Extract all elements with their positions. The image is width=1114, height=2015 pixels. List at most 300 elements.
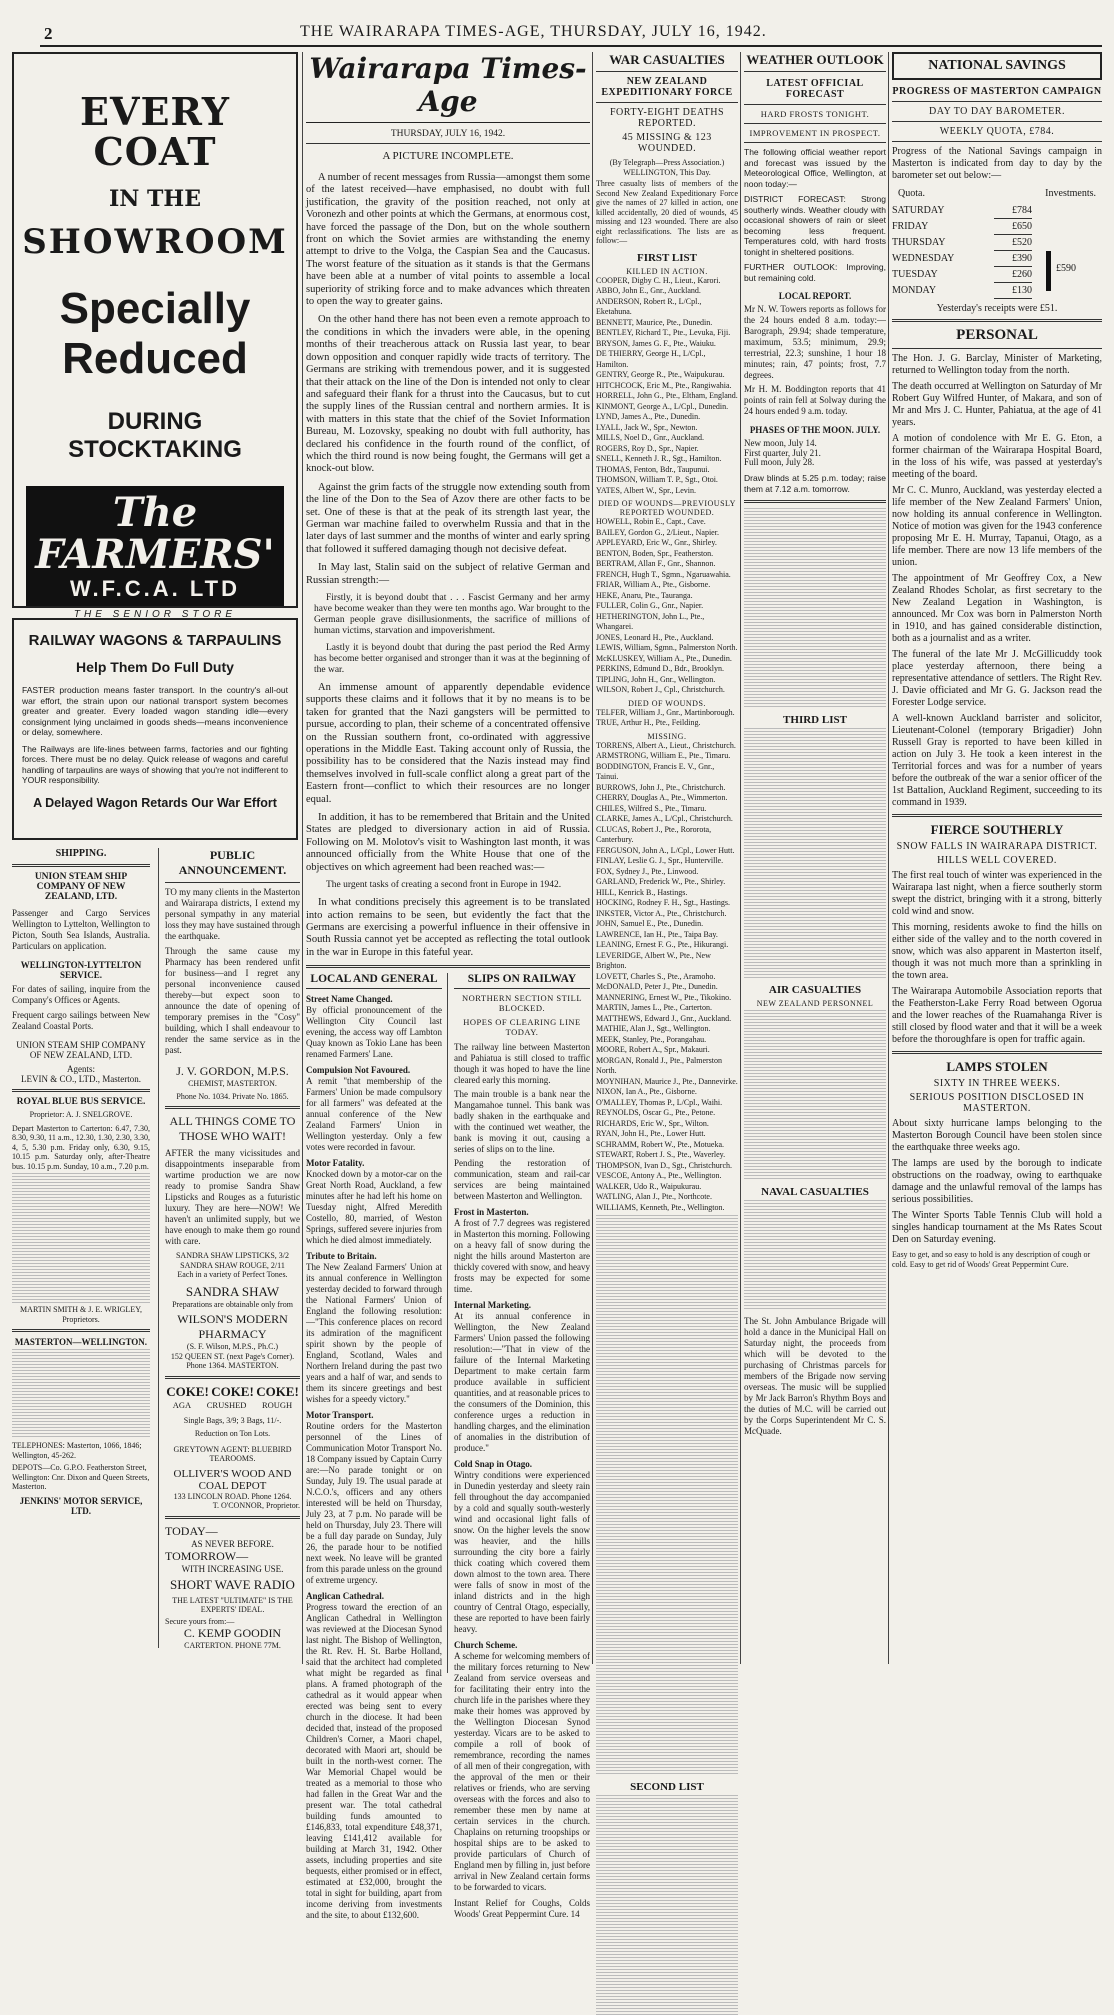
quota-heading: Quota. (898, 188, 925, 199)
olliver-proprietor: T. O'CONNOR, Proprietor. (212, 1501, 300, 1510)
casualty-name: HOCKING, Rodney F. H., Sgt., Hastings. (596, 898, 731, 907)
casualty-name: MATHIE, Alan J., Sgt., Wellington. (596, 1024, 711, 1033)
lamps-text: The lamps are used by the borough to indicate obstructions on the roadway, owing to earthquake damage and the unlawful removal of the lamps has serious possibilities. (892, 1158, 1102, 1205)
wilsons-pharmacy: WILSON'S MODERN PHARMACY (177, 1312, 288, 1341)
slips-subhead: Internal Marketing. (454, 1300, 531, 1311)
centre-columns (306, 52, 590, 1921)
casualty-name: MORGAN, Ronald J., Pte., Palmerston North. (596, 1055, 722, 1075)
local-text: A remit "that membership of the Farmers' Union be made compulsory for all farmers" was defeated at the annual conference of the New Zealand Farmers' Union in Wellington yesterday. Only a few votes were recorded in favour. (306, 1076, 442, 1153)
casualty-name: WILLIAMS, Kenneth, Pte., Wellington. (596, 1202, 725, 1212)
casualty-name: FULLER, Colin G., Gnr., Napier. (596, 601, 704, 610)
tomorrow-label: TOMORROW— (165, 1548, 249, 1563)
casualty-name: BERTRAM, Allan F., Gnr., Shannon. (596, 559, 716, 568)
casualty-name: COOPER, Digby C. H., Lieut., Karori. (596, 275, 721, 285)
wellington-title: MASTERTON—WELLINGTON. (14, 1337, 148, 1347)
war-casualties-column (596, 52, 738, 1793)
ad-coat-stocktaking: STOCKTAKING (68, 436, 242, 463)
casualty-list-block (744, 1010, 886, 1180)
solway-text: Mr H. M. Boddington reports that 41 points of rain fell at Solway during the 24 hours ended 9 a.m. today. (744, 384, 886, 416)
casualty-name: ABBO, John E., Gnr., Auckland. (596, 286, 701, 295)
quota-row (892, 219, 1032, 235)
depots: DEPOTS—Co. G.P.O. Featherston Street, Wellington: Cnr. Dixon and Queen Streets, Masterton. (12, 1463, 150, 1491)
divider (12, 864, 150, 867)
casualty-name: LYALL, Jack W., Spr., Newton. (596, 422, 698, 432)
lamps-sub: SIXTY IN THREE WEEKS. (933, 1078, 1061, 1089)
casualty-name: LEWIS, William, Sgmn., Palmerston North. (596, 643, 738, 652)
casualty-name: TRUE, Arthur H., Pte., Feilding. (596, 718, 701, 727)
editorial-quote: The urgent tasks of creating a second front in Europe in 1942. (326, 880, 562, 891)
casualty-name: SCHRAMM, Robert W., Pte., Motueka. (596, 1139, 725, 1149)
casualty-name: LAWRENCE, Ian H., Pte., Taipa Bay. (596, 929, 718, 939)
page-header (0, 0, 1114, 48)
casualty-name: BENTON, Boden, Spr., Featherston. (596, 548, 714, 558)
casualty-name: CLARKE, James A., L/Cpl., Christchurch. (596, 814, 733, 823)
draw-blinds: Draw blinds at 5.25 p.m. today; raise them at 7.12 a.m. tomorrow. (744, 472, 886, 494)
divider (892, 101, 1102, 102)
casualty-name: BAILEY, Gordon G., 2/Lieut., Napier. (596, 527, 719, 537)
casualty-name: McDONALD, Peter J., Pte., Dunedin. (596, 982, 718, 991)
casualty-name: FOX, Sydney J., Pte., Linwood. (596, 866, 699, 876)
editorial-paragraph: Against the grim facts of the struggle now extending south from the line of the Don to the Sea of Azov there are other facts to be set. One of these is that at the peak of its strength last year, the German war machine failed to overwhelm Russia and that in the later days of last summer and the months of winter and early spring that followed it suffered damaging though not decisive defeat. (306, 481, 590, 555)
shipping-column (12, 848, 150, 1516)
casualty-name: HETHERINGTON, John L., Pte., Whangarei. (596, 611, 705, 631)
war-byline: (By Telegraph—Press Association.) WELLINGTON, This Day. (609, 158, 725, 177)
slips-text: A scheme for welcoming members of the military forces returning to New Zealand from service overseas and for facilitating their entry into the church life in the parishes where they make their homes was approved by the Wellington Diocesan Synod yesterday. Vicars are to be asked to compile a roll of book of remembrance, recording the names of all men of their congregation, with the approval of the men or their relatives or friends, who are serving overseas with the forces and also to remember these men by name at certain services in the church. Chaplains on returning troopships or hospital ships are to be asked to provide particulars of Church of England men by filling in, just before arrival in New Zealand certain forms to be forwarded to vicars. (454, 1651, 590, 1893)
weather-sub: LATEST OFFICIAL FORECAST (766, 78, 864, 100)
casualty-name: MATTHEWS, Edward J., Gnr., Auckland. (596, 1013, 732, 1023)
divider (892, 348, 1102, 349)
slips-subhead: Church Scheme. (454, 1640, 518, 1651)
fierce-text: This morning, residents awoke to find the hills on either side of the valley and to the north covered in snow, which was also apparent in Masterton itself, though it was not much more than a sprinkling in the town area. (892, 922, 1102, 981)
sandra-lipsticks: SANDRA SHAW LIPSTICKS, 3/2 (175, 1251, 289, 1260)
cough-cure-ad: Instant Relief for Coughs, Colds Woods' Great Peppermint Cure. 14 (454, 1898, 590, 1920)
never-before: AS NEVER BEFORE. (191, 1538, 274, 1549)
coke-label: COKE! (166, 1383, 209, 1399)
ad-coat-showroom: SHOWROOM (22, 222, 288, 262)
public-title: PUBLIC ANNOUNCEMENT. (178, 848, 287, 877)
divider (892, 121, 1102, 122)
agent-name: LEVIN & CO., LTD., Masterton. (21, 1074, 141, 1084)
divider (306, 965, 590, 968)
column-rule (888, 52, 889, 1664)
divider (744, 500, 886, 503)
yesterday-receipts: Yesterday's receipts were £51. (936, 303, 1058, 314)
weather-sub-3: IMPROVEMENT IN PROSPECT. (749, 128, 881, 138)
coke-price: Single Bags, 3/9; 3 Bags, 11/-. (183, 1415, 282, 1425)
shipping-text: Passenger and Cargo Services Wellington to Lyttelton, Wellington to Picton, South Sea Islands, Australia. Particulars on application. (12, 908, 150, 951)
all-things-text: AFTER the many vicissitudes and disappointments inseparable from wartime production we are now ready to promise Sandra Shaw Lipsticks and Rouges as a futuristic luxury. They are here—NOW! We haven't an unlimited supply, but we have enough to make them go round with care. (165, 1148, 300, 1246)
public-column (158, 848, 300, 1648)
farmers-logo-wfca: W.F.C.A. LTD (69, 576, 241, 601)
divider (12, 1089, 150, 1092)
local-text: By official pronouncement of the Wellington City Council last evening, the access way off Lambton Quay known as Tokio Lane has been renamed Farmers' Lane. (306, 1005, 442, 1060)
easy-cough: Easy to get, and so easy to hold is any description of cough or cold. Easy to get rid of Woods' Great Peppermint Cure. (892, 1250, 1091, 1269)
slips-subhead: Cold Snap in Otago. (454, 1459, 533, 1470)
local-subhead: Street Name Changed. (306, 994, 393, 1005)
timetable-text-block (12, 1349, 150, 1439)
casualty-name: DE THIERRY, George H., L/Cpl., Hamilton. (596, 349, 706, 369)
slips-column (454, 973, 590, 1920)
casualty-name: WILSON, Robert J., Cpl., Christchurch. (596, 685, 725, 694)
casualty-name: MANNERING, Ernest W., Pte., Tikokino. (596, 992, 732, 1002)
casualty-name: STEWART, Robert J. S., Pte., Waverley. (596, 1150, 726, 1159)
editorial-paragraph: An immense amount of apparently dependable evidence supports these claims and it follows that it by no means is to be taken for granted that the Nazi gangsters will be permitted to pursue, according to plan, their scheme of a concentrated offensive on the Russian southern front, co-ordinated with aggressive operations in the Middle East. Taking account only of Russia, the possibility has to be considered that the Nazis instead may find themselves involved in full-scale conflict along a great part of the Eastern front—conflict to which their resources are no longer equal. (306, 682, 590, 805)
divider (165, 1376, 300, 1379)
casualty-name: FRIAR, William A., Pte., Gisborne. (596, 580, 711, 589)
quota-row (892, 251, 1032, 267)
local-subhead: Tribute to Britain. (306, 1251, 377, 1262)
bus-proprietor: Proprietor: A. J. SNELGROVE. (29, 1110, 133, 1119)
editorial-paragraph: On the other hand there has not been even a remote approach to the conditions in which the invaders were able, in the opening months of their treacherous attack on Russia last year, to bear down opposition and conquer rapidly wide tracts of territory. The Germans are striking with tremendous power, and it is suggested that their attack on the line of the Don is intended not only to clear and safeguard their flank for a thrust into the Caucasus, but to cut the supply lines of the Russian central and northern armies. It is with matters in this state that the chief of the Soviet Information Bureau, M. Lozovsky, speaking no doubt with full authority, has declared his confidence in the fourth round of the conflict, of which the third round is now being fought, the Germans will get a knock-out blow. (306, 314, 590, 475)
casualty-name: WALKER, Udo R., Waipukurau. (596, 1181, 702, 1191)
ad-coat-during: DURING (107, 408, 203, 435)
quota-day: MONDAY (892, 285, 937, 296)
public-text-2: Through the same cause my Pharmacy has been rendered unfit for business—and I regret any personal inconvenience caused thereby—but expect soon to announce the date of opening of temporary premises in the "Cosy" building, which I shall endeavour to render the same service as in the past. (165, 946, 300, 1055)
personal-item: The funeral of the late Mr J. McGillicuddy took place yesterday afternoon, there being a representative attendance of settlers. The Right Rev. J. Davie officiated and Mr G. G. Jackson read the Forester Lodge service. (892, 649, 1102, 708)
union-steam-title: UNION STEAM SHIP COMPANY OF NEW ZEALAND, LTD. (34, 872, 128, 902)
casualty-name: JONES, Leonard H., Pte., Auckland. (596, 632, 714, 642)
died-list (596, 517, 738, 696)
casualty-name: THOMAS, Fenton, Bdr., Taupunui. (596, 464, 710, 474)
divider (165, 882, 300, 883)
casualty-name: MOORE, Robert A., Spr., Makauri. (596, 1045, 710, 1054)
editorial-date: THURSDAY, JULY 16, 1942. (390, 129, 506, 139)
moon-title: PHASES OF THE MOON. JULY. (749, 425, 881, 435)
casualty-list-block (596, 1215, 738, 1775)
killed-list (596, 276, 738, 497)
divider (892, 319, 1102, 322)
slips-title: SLIPS ON RAILWAY (454, 973, 590, 989)
quota-day: THURSDAY (892, 237, 946, 248)
savings-sub-2: DAY TO DAY BAROMETER. (929, 106, 1065, 117)
railway-subtitle: Help Them Do Full Duty (76, 659, 234, 675)
wilsons-address: 152 QUEEN ST. (next Page's Corner). Phone 1364. MASTERTON. (170, 1351, 295, 1370)
died-of-wounds: DIED OF WOUNDS. (628, 698, 706, 708)
casualty-name: WATLING, Alan J., Pte., Northcote. (596, 1192, 712, 1201)
column-rule (740, 52, 741, 1664)
casualty-name: ROGERS, Roy D., Spr., Napier. (596, 443, 699, 453)
casualty-name: THOMPSON, Ivan D., Sgt., Christchurch. (596, 1160, 732, 1170)
gordon-phone: Phone No. 1034. Private No. 1865. (176, 1091, 289, 1101)
wilsons-sub: (S. F. Wilson, M.P.S., Ph.C.) (186, 1342, 279, 1351)
slips-text: At its annual conference in Wellington, the New Zealand Farmers' Union passed the following resolution:—"That in view of the failure of the Internal Marketing Department to make certain farm produce available in sufficient quantities, and at reasonable prices to the consumers of the Dominion, this conference urges a reduction in handling charges, and the elimination of anomalies in the distribution of produce." (454, 1311, 590, 1454)
savings-title: NATIONAL SAVINGS (928, 58, 1066, 73)
personal-item: Mr C. C. Munro, Auckland, was yesterday elected a life member of the New Zealand Farmers' Union, now holding its annual conference in Wellington. Notice of motion was given for the 1943 conference proposing Mr E. H. Murray, Tapanui, Otago, as a life member. There are now 13 life members of the union. (892, 485, 1102, 568)
editorial-paragraph: In addition, it has to be remembered that Britain and the United States are pledged to diversionary action in aid of Russia. Following on M. Molotov's visit to Washington last month, it was announced officially from the White House that one of the objectives on which agreement had been reached was:— (306, 812, 590, 873)
casualty-name: FERGUSON, John A., L/Cpl., Lower Hutt. (596, 845, 735, 855)
divider (12, 1329, 150, 1332)
shipping-title: SHIPPING. (55, 848, 107, 859)
divider (892, 141, 1102, 142)
coke-label: COKE! (256, 1383, 299, 1399)
air-sub: NEW ZEALAND PERSONNEL (756, 998, 874, 1008)
coke-types (165, 1400, 300, 1410)
quota-amount: £784 (994, 203, 1032, 219)
investments-heading: Investments. (1045, 188, 1096, 199)
casualty-name: GENTRY, George R., Pte., Waipukurau. (596, 370, 725, 379)
slips-text: The railway line between Masterton and Pahiatua is still closed to traffic though it was hoped to have the line cleared early this morning. (454, 1042, 590, 1086)
fierce-southerly-title: FIERCE SOUTHERLY (930, 822, 1064, 837)
quota-row (892, 283, 1032, 299)
quota-day: TUESDAY (892, 269, 938, 280)
local-general-column (306, 973, 448, 1921)
quota-amount: £130 (994, 283, 1032, 299)
local-report: LOCAL REPORT. (778, 291, 852, 301)
local-subhead: Motor Transport. (306, 1410, 374, 1421)
railway-slogan: A Delayed Wagon Retards Our War Effort (33, 795, 277, 810)
slips-subhead: Frost in Masterton. (454, 1207, 529, 1218)
shipping-text-2: For dates of sailing, inquire from the Company's Offices or Agents. (12, 984, 150, 1005)
slips-text: The main trouble is a bank near the Mangamahoe tunnel. This bank was badly shaken in the earthquake and with the continued wet weather, the bank is moving it out, causing a series of slips on to the line. (454, 1089, 590, 1155)
divider (892, 1051, 1102, 1054)
casualty-name: LEANING, Ernest F. G., Pte., Hikurangi. (596, 940, 729, 949)
personal-title: PERSONAL (956, 327, 1038, 343)
casualty-name: HORRELL, John G., Pte., Eltham, England. (596, 391, 738, 400)
agents-label: Agents: (67, 1064, 95, 1074)
casualty-name: RYAN, John H., Pte., Lower Hutt. (596, 1129, 706, 1138)
coke-row (165, 1384, 300, 1400)
ad-coat-specially: Specially (59, 284, 251, 333)
casualty-name: MARTIN, James L., Pte., Carterton. (596, 1003, 712, 1012)
casualty-name: BENNETT, Maurice, Pte., Dunedin. (596, 317, 713, 327)
jenkins: JENKINS' MOTOR SERVICE, LTD. (19, 1495, 143, 1516)
quota-day: WEDNESDAY (892, 253, 955, 264)
telephones: TELEPHONES: Masterton, 1066, 1846; Wellington, 45-262. (12, 1441, 142, 1460)
secure-label: Secure yours from:— (165, 1616, 235, 1626)
missing-label: MISSING. (647, 731, 687, 741)
quota-day: FRIDAY (892, 221, 929, 232)
casualty-name: BODDINGTON, Francis E. V., Gnr., Tainui. (596, 761, 715, 781)
fierce-sub-2: HILLS WELL COVERED. (937, 855, 1057, 866)
ad-coat-in-the: IN THE (109, 186, 201, 212)
casualty-list-block (744, 728, 886, 978)
casualty-name: KINMONT, George A., L/Cpl., Dunedin. (596, 401, 729, 411)
district-forecast: DISTRICT FORECAST: Strong southerly winds. Weather cloudy with occasional showers of rain or sleet becoming less frequent. Temperatures cold, with hard frosts tonight in sheltered positions. (744, 194, 886, 257)
editorial-paragraph: In what conditions precisely this agreement is to be translated into action remains to be seen, but evidently the fact that the Germans are exercising a powerful influence in their offensive in South Russia cannot yet be accepted as reflecting the total outlook in the war in Europe in this fateful year. (306, 897, 590, 958)
coke-type: ROUGH (261, 1399, 293, 1410)
union-steam-2: UNION STEAM SHIP COMPANY OF NEW ZEALAND, LTD. (16, 1040, 146, 1060)
second-list: SECOND LIST (630, 1781, 704, 1793)
war-casualties-title: WAR CASUALTIES (596, 52, 738, 72)
table-tennis: The Winter Sports Table Tennis Club will hold a singles handicap tournament at the Ms Rates Scout Den on Saturday evening. (892, 1210, 1102, 1245)
casualty-name: REYNOLDS, Oscar G., Pte., Petone. (596, 1108, 716, 1117)
casualty-name: CHILES, Wilfred S., Pte., Timaru. (596, 803, 707, 813)
sandra-tones: Each in a variety of Perfect Tones. (177, 1270, 288, 1279)
local-and-slips (306, 973, 590, 1921)
weather-sub-2: HARD FROSTS TONIGHT. (760, 109, 870, 119)
casualty-name: APPLEYARD, Eric W., Gnr., Shirley. (596, 538, 717, 547)
casualty-name: ARMSTRONG, William E., Pte., Timaru. (596, 751, 731, 760)
local-general-title: LOCAL AND GENERAL (306, 973, 442, 989)
barometer-quota (892, 203, 1032, 299)
first-list: FIRST LIST (636, 251, 698, 264)
editorial-headline: A PICTURE INCOMPLETE. (382, 150, 514, 162)
quota-amount: £260 (994, 267, 1032, 283)
gordon-name: J. V. GORDON, M.P.S. (176, 1064, 289, 1078)
railway-body-2: The Railways are life-lines between farms, factories and our fighting forces. There must be no delay. Quick release of wagons and careful handling of tarpaulins are ways of showing that you're not indifferent to YOUR responsibility. (22, 743, 288, 785)
casualty-name: FINLAY, Leslie G. J., Spr., Hunterville. (596, 856, 724, 865)
fierce-text: The Wairarapa Automobile Association reports that the Featherston-Lake Ferry Road between Ogorua and the lower reaches of the Ruamahanga River is still closed by flood water and that it will be a week before the thoroughfare is open for traffic again. (892, 986, 1102, 1045)
savings-text: Progress of the National Savings campaign in Masterton is indicated from day to day by the barometer set out below:— (892, 146, 1102, 181)
quota-row (892, 267, 1032, 283)
died-of-wounds-prev: DIED OF WOUNDS—PREVIOUSLY REPORTED WOUNDED. (598, 499, 736, 517)
quota-amount: £390 (994, 251, 1032, 267)
kemp-goodin: C. KEMP GOODIN (183, 1626, 282, 1640)
casualty-name: CHERRY, Douglas A., Pte., Wimmerton. (596, 793, 728, 802)
casualty-name: LYND, James A., Pte., Dunedin. (596, 412, 701, 421)
investment-value: £590 (1056, 263, 1076, 274)
new-moon: New moon, July 14. (744, 438, 817, 448)
personal-item: A motion of condolence with Mr E. G. Eton, a former chairman of the Wairarapa Hospital Board, in the loss of his wife, was passed at yesterday's meeting of the board. (892, 433, 1102, 480)
farmers-logo (26, 486, 284, 606)
ad-railway (12, 618, 298, 840)
ad-coat-headline: EVERY COAT (80, 89, 230, 174)
personal-item: The death occurred at Wellington on Saturday of Mr Robert Guy Wilfred Hunter, of Makara, and son of Mr and Mrs J. C. Hunter, Pahiatua, at the age of 41 years. (892, 381, 1102, 428)
casualty-name: BENTLEY, Richard T., Pte., Levuka, Fiji. (596, 328, 731, 337)
editorial-quote: Lastly it is beyond doubt that during the past period the Red Army has become better organised and stronger than it was at the beginning of the war. (314, 643, 590, 675)
casualty-name: GARLAND, Frederick W., Pte., Shirley. (596, 877, 726, 886)
local-report-text: Mr N. W. Towers reports as follows for the 24 hours ended 8 a.m. today:—Barograph, 29.94; shade temperature, maximum, 53.5; minimum, 29.9; terrestrial, 22.3; sunshine, 1 hour 18 minutes; rain, 47 points; frost, 7.7 degrees. (744, 304, 886, 380)
railway-title: RAILWAY WAGONS & TARPAULINS (28, 632, 282, 649)
goodin-address: CARTERTON. PHONE 77M. (184, 1641, 281, 1650)
personal-item: A well-known Auckland barrister and solicitor, Lieutenant-Colonel (temporary Brigadier) John Russell Gray is reported to have been killed in action on July 3. He took a keen interest in the Territorial forces and was for a number of years before the outbreak of the war a senior officer of the 1st Battalion, Auckland Regiment, succeeding to its command in 1939. (892, 713, 1102, 808)
sandra-obtainable: Preparations are obtainable only from (172, 1299, 293, 1309)
missing-list (596, 741, 738, 1214)
casualty-name: HOWELL, Robin E., Capt., Cave. (596, 517, 706, 526)
casualty-name: HITCHCOCK, Eric M., Pte., Rangiwahia. (596, 380, 732, 390)
page-number: 2 (44, 24, 53, 43)
quota-amount: £650 (994, 219, 1032, 235)
public-text: TO my many clients in the Masterton and Wairarapa districts, I extend my personal sympathy in any material loss they may have sustained through the earthquake. (165, 887, 300, 941)
slips-subhead-2: HOPES OF CLEARING LINE TODAY. (463, 1017, 581, 1038)
casualty-name: TORRENS, Albert A., Lieut., Christchurch. (596, 740, 736, 750)
local-text: Knocked down by a motor-car on the Great North Road, Auckland, a few minutes after he had left his home on Tuesday night, Alfred Meredith Costello, 80, married, of Weston Springs, suffered severe injuries from which he died almost immediately. (306, 1169, 442, 1246)
war-sub: NEW ZEALAND EXPEDITIONARY FORCE (601, 76, 733, 98)
divider (744, 142, 886, 143)
casualty-name: INKSTER, Victor A., Pte., Christchurch. (596, 908, 727, 918)
war-sub-2: FORTY-EIGHT DEATHS REPORTED. (609, 107, 725, 129)
farmers-logo-name: The FARMERS' (35, 489, 275, 578)
railway-body: FASTER production means faster transport. In the country's all-out war effort, the strain upon our national transport system becomes greater and greater. Every loaded wagon standing idle—every consignment lying unclaimed in goods sheds—means inconvenience or delay, somewhere. (22, 685, 288, 737)
ad-coat-reduced: Reduced (62, 334, 248, 383)
air-casualties: AIR CASUALTIES (768, 983, 862, 996)
divider (306, 143, 590, 144)
bus-martin: MARTIN SMITH & J. E. WRIGLEY, Proprietors. (20, 1305, 142, 1324)
casualty-name: JOHN, Samuel E., Pte., Dunedin. (596, 919, 704, 928)
lamps-text: About sixty hurricane lamps belonging to the Masterton Borough Council have been stolen since the earthquake three weeks ago. (892, 1118, 1102, 1153)
casualty-name: TELFER, William J., Gnr., Martinborough. (596, 707, 735, 717)
sandra-rouge: SANDRA SHAW ROUGE, 2/11 (180, 1260, 285, 1270)
sandra-shaw: SANDRA SHAW (185, 1283, 280, 1299)
casualty-name: MOYNIHAN, Maurice J., Pte., Dannevirke. (596, 1076, 738, 1086)
coke-type: CRUSHED (206, 1399, 247, 1410)
died-list-2 (596, 708, 738, 729)
editorial-quote: Firstly, it is beyond doubt that . . . Fascist Germany and her army have become weaker than they were ten months ago. War brought to the German people grave disillusionments, the sacrifice of millions of human victims, starvation and impoverishment. (314, 593, 590, 636)
casualty-name: TIPLING, John H., Gnr., Wellington. (596, 674, 716, 684)
ambulance-dance: The St. John Ambulance Brigade will hold a dance in the Municipal Hall on Saturday night, the proceeds from which will be devoted to the purchasing of Christmas parcels for members of the Brigade now serving overseas. The music will be supplied by Mr Jack Barron's Rhythm Boys and the duties of M.C. will be carried out by the Corps Superintendent Mr C. S. McQuade. (744, 1315, 886, 1436)
casualty-name: ANDERSON, Robert R., L/Cpl., Eketahuna. (596, 296, 702, 316)
ad-coat (12, 52, 298, 620)
casualty-name: MEEK, Stanley, Pte., Porangahau. (596, 1034, 707, 1044)
increasing-use: WITH INCREASING USE. (181, 1563, 284, 1574)
editorial-paragraph: A number of recent messages from Russia—amongst them some of the latest received—have emphasised, no doubt with full justification, the gravity of the position reached, not only at Voronezh and other points at which the Germans, at enormous cost, have forced the passage of the Don, but on the whole southern front on which the Soviet armies are withstanding the enemy attempt to drive to the Volga, the Caspian Sea and the Caucasus. The worst feature of the situation as it stands is that the Germans have been able at a number of vital points to assemble a local superiority of striking force and to make advances which threaten to open the way to greater gains. (306, 172, 590, 308)
slips-text: Wintry conditions were experienced in Dunedin yesterday and sleety rain fell throughout the day accompanied by a cold and squally south-westerly wind and occasional light falls of snow. On the higher levels the snow was heavier, and the hills surrounding the city bore a fairly thick coating which covered them down almost to the town area. There were falls of snow in most of the inland districts and in the high country of Central Otago, especially, these are reported to have been fairly heavy. (454, 1470, 590, 1635)
divider (892, 814, 1102, 817)
quota-row (892, 203, 1032, 219)
divider (165, 1516, 300, 1519)
local-text: Progress toward the erection of an Anglican Cathedral in Wellington was reviewed at the Diocesan Synod last night. The Bishop of Wellington, the Rt. Rev. H. St. Barbe Holland, said that the architect had completed what might be regarded as final plans. A framed photograph of the cathedral as it would appear when erected was being sent to every church in the diocese. It had been decided that, instead of the proposed Children's Corner, a Maori chapel, decorated with Maori art, should be built in the north-west corner. The War Memorial Chapel would be treated as a memorial to those who had fallen in the Great War and the present war. The total cathedral building funds amounted to £146,833, total expenditure £48,371, leaving £141,412 available for building at March 31, 1942. Other assets, including properties and site bequests, either promised or in effect, estimated at £32,000, brought the total in sight for building, apart from income deriving from investments and the site, to about £132,600. (306, 1602, 442, 1921)
slips-subhead: NORTHERN SECTION STILL BLOCKED. (461, 993, 583, 1014)
barometer (892, 203, 1102, 299)
casualty-name: LOVETT, Charles S., Pte., Aramoho. (596, 971, 716, 981)
casualty-name: NIXON, Ian A., Pte., Gisborne. (596, 1087, 697, 1096)
newspaper-nameplate: Wairarapa Times-Age (306, 52, 590, 123)
casualty-name: RICHARDS, Eric W., Spr., Wilton. (596, 1118, 709, 1128)
lamps-sub-2: SERIOUS POSITION DISCLOSED IN MASTERTON. (909, 1092, 1085, 1114)
casualty-name: YATES, Albert W., Spr., Levin. (596, 485, 697, 495)
weather-title: WEATHER OUTLOOK (744, 52, 886, 72)
personal-item: The appointment of Mr Geoffrey Cox, a New Zealand Rhodes Scholar, as first secretary to the New Zealand Legation in Washington, is announced. Mr Cox was born in Palmerston North in 1910, and has gained considerable distinction, both as a journalist and as a writer. (892, 573, 1102, 644)
local-text: Routine orders for the Masterton personnel of the Lines of Communication Motor Transport No. 18 Company issued by Captain Curry are:—No parade tonight or on Sunday, July 19. The usual parade at N.C.O.'s, officers and any others interested will be held on Thursday, July 23, at 7 p.m. No parade will be held on Thursday, July 23. There will be a full day parade on Sunday, July 26, the parade hour to be notified next week. No leave will be granted from this parade unless on the ground of extreme urgency. (306, 1421, 442, 1586)
war-sub-3: 45 MISSING & 123 WOUNDED. (622, 132, 712, 154)
quota-header (892, 188, 1102, 199)
column-rule (302, 52, 303, 1664)
fierce-text: The first real touch of winter was experienced in the Wairarapa last night, when a fierce southerly storm swept the district, bringing with it a strong, bitterly cold wind and snow. (892, 870, 1102, 917)
casualty-name: BRYSON, James G. F., Pte., Waiuku. (596, 338, 716, 348)
olliver-depot: OLLIVER'S WOOD AND COAL DEPOT (173, 1467, 292, 1492)
casualty-name: SNELL, Kenneth J. R., Sgt., Hamilton. (596, 454, 722, 463)
local-subhead: Motor Fatality. (306, 1158, 365, 1169)
divider (744, 104, 886, 105)
further-outlook: FURTHER OUTLOOK: Improving, but remaining cold. (744, 262, 886, 283)
wellington-lyttelton: WELLINGTON-LYTTELTON SERVICE. (20, 960, 142, 980)
first-quarter: First quarter, July 21. (744, 447, 821, 458)
casualty-name: CLUCAS, Robert J., Pte., Rororota, Canterbury. (596, 824, 712, 844)
third-list: THIRD LIST (783, 713, 847, 726)
bus-timetable: Depart Masterton to Carterton: 6.47, 7.30, 8.30, 9.30, 11 a.m., 12.30, 1.30, 2.30, 3.30, 4, 5, 5.30 p.m. Friday only, 6.30, 9.15, 10.15 p.m. Saturday only, after-Theatre bus. 10.15 p.m. Sunday, 10 a.m., 7.20 p.m. (12, 1123, 150, 1171)
local-text: The New Zealand Farmers' Union at its annual conference in Wellington yesterday decided to forward through the National Farmers' Union of England the following resolution:—"This conference places on record its admiration of the magnificent spirit shown by the people of England, Scotland, Wales and Northern Ireland during the past two years and a half of war, and sends to them its sincere greetings and best wishes for a speedy victory." (306, 1262, 442, 1405)
local-subhead: Compulsion Not Favoured. (306, 1065, 411, 1076)
gordon-sub: CHEMIST, MASTERTON. (188, 1079, 277, 1088)
casualty-name: PERKINS, Edmund D., Bdr., Brooklyn. (596, 664, 725, 673)
casualty-name: BURROWS, John J., Pte., Christchurch. (596, 782, 726, 792)
fierce-sub: SNOW FALLS IN WAIRARAPA DISTRICT. (896, 841, 1098, 852)
full-moon: Full moon, July 28. (744, 457, 815, 467)
running-head: THE WAIRARAPA TIMES-AGE, THURSDAY, JULY 16, 1942. (300, 23, 767, 40)
olliver-address: 133 LINCOLN ROAD. Phone 1264. (173, 1491, 292, 1501)
slips-text: Pending the restoration of communication, steam and rail-car services are being maintained between Masterton and Wellington. (454, 1158, 590, 1202)
naval-casualties: NAVAL CASUALTIES (761, 1185, 869, 1198)
casualty-name: HEKE, Anaru, Pte., Tauranga. (596, 590, 693, 600)
farmers-senior-store: THE SENIOR STORE (73, 609, 237, 620)
timetable-text-block (12, 1173, 150, 1303)
lamps-stolen-title: LAMPS STOLEN (946, 1059, 1048, 1074)
killed-in-action: KILLED IN ACTION. (626, 266, 708, 276)
classifieds (12, 848, 300, 1648)
casualty-list-block (744, 508, 886, 708)
savings-column (892, 52, 1102, 1664)
shipping-text-3: Frequent cargo sailings between New Zealand Coastal Ports. (12, 1010, 150, 1031)
greytown-agent: GREYTOWN AGENT: BLUEBIRD TEAROOMS. (173, 1444, 292, 1463)
coke-reduction: Reduction on Ton Lots. (194, 1429, 271, 1438)
coke-label: COKE! (211, 1383, 254, 1399)
savings-sub: PROGRESS OF MASTERTON CAMPAIGN (892, 86, 1102, 97)
barometer-bar (1040, 203, 1090, 299)
weekly-quota: WEEKLY QUOTA, £784. (939, 126, 1055, 137)
editorial-paragraph: In May last, Stalin said on the subject of relative German and Russian strength:— (306, 562, 590, 586)
coke-type: AGA (172, 1399, 192, 1410)
casualty-list-block (596, 1795, 738, 2015)
